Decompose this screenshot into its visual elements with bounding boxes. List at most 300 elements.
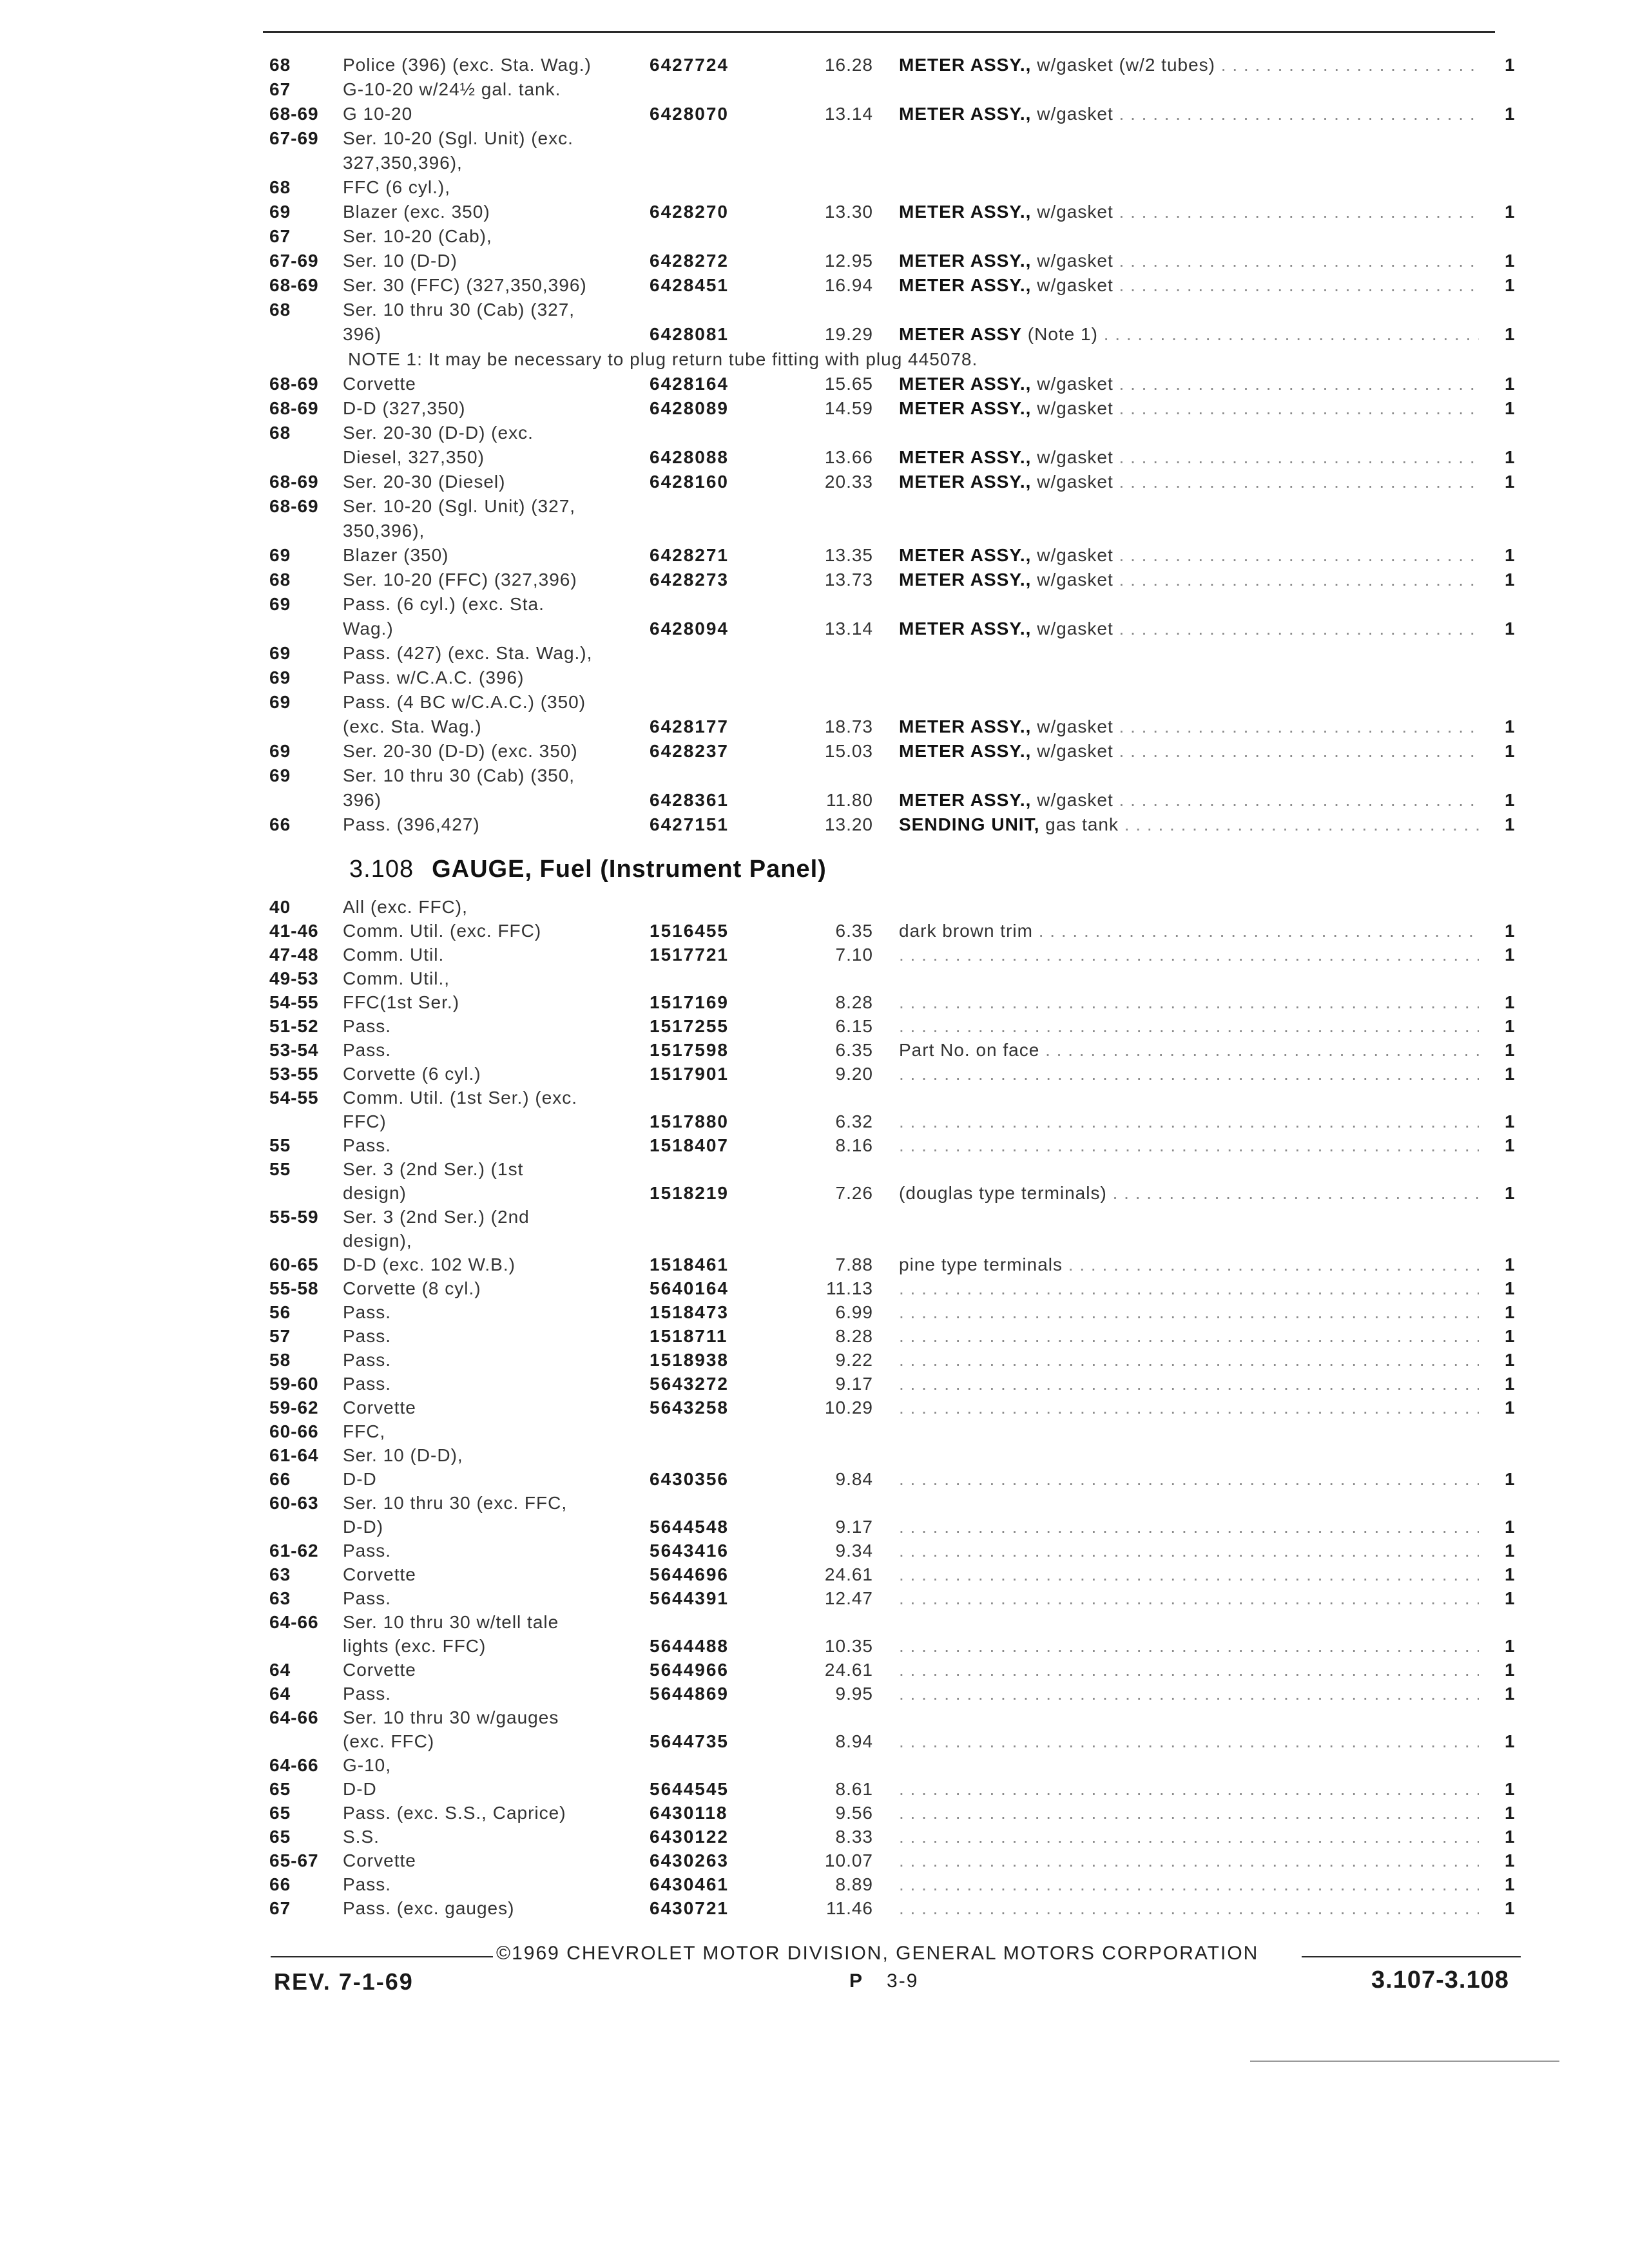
list-price: 7.88 [835,1254,873,1274]
description [899,1825,1479,1849]
model-years: 68 [269,300,291,320]
model-years: 54-55 [269,1088,319,1108]
quantity: 1 [1505,447,1515,467]
model-years: 65 [269,1779,291,1799]
table-row [0,1134,1629,1157]
table-row [0,1730,1629,1753]
model-years: 66 [269,1469,291,1489]
quantity: 1 [1505,814,1515,834]
table-row [0,1468,1629,1491]
description-type: METER ASSY [899,324,1022,344]
list-price: 13.20 [824,814,873,834]
description [899,1468,1479,1491]
model-years: 61-62 [269,1541,319,1561]
table-row [0,593,1629,616]
description [899,544,1479,567]
part-number: 5643272 [650,1374,729,1394]
quantity: 1 [1505,1183,1515,1203]
list-price: 9.34 [835,1541,873,1561]
application: 396) [343,324,382,344]
description [899,1515,1479,1539]
quantity: 1 [1505,398,1515,418]
description-type: METER ASSY., [899,55,1032,75]
description [899,470,1479,494]
quantity: 1 [1505,1874,1515,1894]
table-row [0,813,1629,836]
list-price: 6.99 [835,1302,873,1322]
description [899,200,1479,224]
table-row [0,372,1629,396]
list-price: 7.10 [835,945,873,965]
application: Pass. [343,1350,392,1370]
description [899,1039,1479,1062]
table-row [0,1897,1629,1920]
model-years: 57 [269,1326,291,1346]
list-price: 10.07 [824,1850,873,1870]
application: lights (exc. FFC) [343,1636,487,1656]
part-number: 6428177 [650,716,729,736]
list-price: 8.33 [835,1827,873,1847]
table-row [0,1492,1629,1515]
description-text: w/gasket [1031,374,1113,394]
list-price: 15.03 [824,741,873,761]
list-price: 9.95 [835,1684,873,1704]
part-number: 1518938 [650,1350,729,1370]
application: Pass. [343,1302,392,1322]
table-row [0,397,1629,420]
description-text: gas tank [1039,814,1119,834]
part-number: 1518473 [650,1302,729,1322]
description-text: w/gasket [1031,275,1113,295]
application: FFC, [343,1421,386,1441]
part-number: 5644696 [650,1564,729,1584]
application: Pass. [343,1588,392,1608]
application: Pass. (6 cyl.) (exc. Sta. [343,594,545,614]
table-row [0,102,1629,126]
section-title: GAUGE, Fuel (Instrument Panel) [432,856,827,883]
application: 350,396), [343,521,425,541]
model-years: 55-59 [269,1207,319,1227]
quantity: 1 [1505,55,1515,75]
description [899,1253,1479,1276]
table-row [0,151,1629,175]
list-price: 11.13 [826,1278,873,1298]
model-years: 65 [269,1827,291,1847]
quantity: 1 [1505,570,1515,590]
application: Corvette (6 cyl.) [343,1064,481,1084]
model-years: 60-65 [269,1254,319,1274]
description-type: METER ASSY., [899,741,1032,761]
list-price: 8.28 [835,992,873,1012]
quantity: 1 [1505,1254,1515,1274]
table-row [0,617,1629,640]
part-number: 6428270 [650,202,729,222]
part-number: 6428160 [650,472,729,492]
description-text: w/gasket (w/2 tubes) [1031,55,1216,75]
part-number: 5644391 [650,1588,729,1608]
table-row [0,1635,1629,1658]
application: Pass. (exc. gauges) [343,1898,515,1918]
quantity: 1 [1505,1541,1515,1561]
part-number: 6430263 [650,1850,729,1870]
description-text: (Note 1) [1022,324,1098,344]
model-years: 67-69 [269,128,319,148]
list-price: 6.35 [835,1040,873,1060]
model-years: 55-58 [269,1278,319,1298]
description [899,1658,1479,1682]
list-price: 8.61 [835,1779,873,1799]
table-row [0,519,1629,543]
quantity: 1 [1505,1398,1515,1418]
list-price: 24.61 [824,1660,873,1680]
quantity: 1 [1505,1111,1515,1131]
model-years: 61-64 [269,1445,319,1465]
model-years: 65 [269,1803,291,1823]
application: Ser. 3 (2nd Ser.) (1st [343,1159,524,1179]
table-row [0,715,1629,738]
model-years: 68-69 [269,374,319,394]
description [899,715,1479,738]
table-row [0,1396,1629,1419]
model-years: 68 [269,55,291,75]
model-years: 68 [269,423,291,443]
description [899,1778,1479,1801]
quantity: 1 [1505,374,1515,394]
quantity: 1 [1505,472,1515,492]
footer-page-number: 3-9 [887,1970,919,1992]
part-number: 1518711 [650,1326,728,1346]
part-number: 1518461 [650,1254,729,1274]
list-price: 9.84 [835,1469,873,1489]
application: Pass. [343,1874,392,1894]
table-row [0,764,1629,787]
footer-page [849,1970,918,1992]
part-number: 6428273 [650,570,729,590]
application: (exc. FFC) [343,1731,435,1751]
table-row [0,568,1629,591]
table-row [0,1444,1629,1467]
model-years: 51-52 [269,1016,319,1036]
application: G 10-20 [343,104,413,124]
footer-revision: REV. 7-1-69 [274,1968,414,1995]
description [899,1539,1479,1562]
list-price: 7.26 [835,1183,873,1203]
part-number: 6428088 [650,447,729,467]
description-text: w/gasket [1031,104,1113,124]
part-number: 5644869 [650,1684,729,1704]
model-years: 60-63 [269,1493,319,1513]
description-text: w/gasket [1031,570,1113,590]
model-years: 69 [269,765,291,785]
quantity: 1 [1505,251,1515,271]
top-rule [263,31,1495,33]
description [899,740,1479,763]
table-row [0,1015,1629,1038]
model-years: 63 [269,1564,291,1584]
application: Pass. (396,427) [343,814,480,834]
quantity: 1 [1505,1278,1515,1298]
part-number: 1517901 [650,1064,729,1084]
application: Corvette [343,1564,416,1584]
model-years: 49-53 [269,968,319,988]
quantity: 1 [1505,275,1515,295]
list-price: 13.14 [824,619,873,639]
part-number: 6430118 [650,1803,728,1823]
application: Pass. (exc. S.S., Caprice) [343,1803,566,1823]
quantity: 1 [1505,1850,1515,1870]
quantity: 1 [1505,1898,1515,1918]
table-row [0,495,1629,518]
description-text: pine type terminals [899,1254,1063,1274]
description [899,1563,1479,1586]
part-number: 5644735 [650,1731,729,1751]
quantity: 1 [1505,545,1515,565]
application: Ser. 10-20 (FFC) (327,396) [343,570,577,590]
table-row [0,1039,1629,1062]
application: Ser. 10 thru 30 w/gauges [343,1707,559,1727]
description-type: METER ASSY., [899,472,1032,492]
application: Ser. 10 thru 30 w/tell tale [343,1612,559,1632]
quantity: 1 [1505,1040,1515,1060]
description [899,446,1479,469]
model-years: 68 [269,570,291,590]
list-price: 16.94 [824,275,873,295]
table-row [0,1158,1629,1181]
table-row [0,919,1629,943]
description-type: SENDING UNIT, [899,814,1040,834]
list-price: 8.89 [835,1874,873,1894]
description [899,1802,1479,1825]
table-row [0,1563,1629,1586]
description [899,1682,1479,1706]
application: Comm. Util. (exc. FFC) [343,921,542,941]
model-years: 54-55 [269,992,319,1012]
application: (exc. Sta. Wag.) [343,716,482,736]
list-price: 13.14 [824,104,873,124]
description [899,1587,1479,1610]
model-years: 64-66 [269,1707,319,1727]
quantity: 1 [1505,1135,1515,1155]
model-years: 69 [269,545,291,565]
list-price: 12.47 [824,1588,873,1608]
description-text: w/gasket [1031,447,1113,467]
description [899,1730,1479,1753]
application: G-10, [343,1755,392,1775]
description [899,1182,1479,1205]
description-type: METER ASSY., [899,104,1032,124]
table-row [0,470,1629,494]
quantity: 1 [1505,1636,1515,1656]
section-heading [349,854,827,884]
description-type: METER ASSY., [899,619,1032,639]
list-price: 10.29 [824,1398,873,1418]
model-years: 56 [269,1302,291,1322]
part-number: 1517598 [650,1040,729,1060]
description [899,249,1479,273]
table-row [0,1206,1629,1229]
part-number: 6427724 [650,55,729,75]
model-years: 64 [269,1684,291,1704]
description [899,991,1479,1014]
application: Pass. w/C.A.C. (396) [343,668,525,687]
model-years: 69 [269,668,291,687]
description [899,1325,1479,1348]
application: Ser. 10-20 (Sgl. Unit) (exc. [343,128,574,148]
description [899,102,1479,126]
application: Pass. [343,1016,392,1036]
part-number: 6430721 [650,1898,729,1918]
model-years: 68 [269,177,291,197]
description-text: w/gasket [1031,202,1113,222]
part-number: 6430461 [650,1874,729,1894]
table-row [0,298,1629,322]
table-row [0,789,1629,812]
part-number: 1517169 [650,992,729,1012]
application: Corvette [343,1398,416,1418]
quantity: 1 [1505,1374,1515,1394]
application: Comm. Util. (1st Ser.) (exc. [343,1088,578,1108]
table-row [0,274,1629,297]
application: 396) [343,790,382,810]
model-years: 55 [269,1135,291,1155]
application: Pass. (427) (exc. Sta. Wag.), [343,643,593,663]
model-years: 63 [269,1588,291,1608]
part-number: 1518407 [650,1135,729,1155]
description-type: METER ASSY., [899,275,1032,295]
model-years: 60-66 [269,1421,319,1441]
quantity: 1 [1505,945,1515,965]
part-number: 6428081 [650,324,729,344]
application: Pass. [343,1374,392,1394]
part-number: 6428451 [650,275,729,295]
quantity: 1 [1505,741,1515,761]
description-text: w/gasket [1031,545,1113,565]
quantity: 1 [1505,921,1515,941]
application: Ser. 10 (D-D), [343,1445,463,1465]
application: D-D) [343,1517,384,1537]
application: Pass. [343,1326,392,1346]
description [899,1873,1479,1896]
application: Corvette [343,374,416,394]
table-row [0,1754,1629,1777]
table-row [0,1372,1629,1396]
description-type: METER ASSY., [899,545,1032,565]
model-years: 59-62 [269,1398,319,1418]
part-number: 5643258 [650,1398,729,1418]
description-type: METER ASSY., [899,447,1032,467]
application: Pass. [343,1541,392,1561]
part-number: 1517255 [650,1016,729,1036]
part-number: 1517880 [650,1111,729,1131]
list-price: 14.59 [824,398,873,418]
table-row [0,1539,1629,1562]
table-row [0,1086,1629,1110]
quantity: 1 [1505,992,1515,1012]
list-price: 8.94 [835,1731,873,1751]
model-years: 64-66 [269,1612,319,1632]
quantity: 1 [1505,1517,1515,1537]
part-number: 6428070 [650,104,729,124]
table-row [0,1182,1629,1205]
table-row [0,1825,1629,1849]
list-price: 9.17 [835,1517,873,1537]
description [899,1849,1479,1872]
quantity: 1 [1505,716,1515,736]
application: Ser. 20-30 (D-D) (exc. [343,423,534,443]
description-text: w/gasket [1031,790,1113,810]
list-price: 6.35 [835,921,873,941]
application: Pass. (4 BC w/C.A.C.) (350) [343,692,586,712]
application: Ser. 30 (FFC) (327,350,396) [343,275,587,295]
description-text: w/gasket [1031,398,1113,418]
part-number: 6428272 [650,251,729,271]
model-years: 53-54 [269,1040,319,1060]
model-years: 67-69 [269,251,319,271]
quantity: 1 [1505,1827,1515,1847]
application: FFC (6 cyl.), [343,177,450,197]
application: Wag.) [343,619,394,639]
table-row [0,1420,1629,1443]
description [899,1372,1479,1396]
list-price: 24.61 [824,1564,873,1584]
footer-rule-left [271,1956,493,1957]
model-years: 69 [269,643,291,663]
table-row [0,1611,1629,1634]
list-price: 8.28 [835,1326,873,1346]
description [899,323,1479,346]
model-years: 69 [269,202,291,222]
application: D-D [343,1779,377,1799]
quantity: 1 [1505,1588,1515,1608]
quantity: 1 [1505,1684,1515,1704]
model-years: 68-69 [269,398,319,418]
list-price: 6.32 [835,1111,873,1131]
table-row [0,53,1629,77]
application: Police (396) (exc. Sta. Wag.) [343,55,592,75]
list-price: 6.15 [835,1016,873,1036]
description-text: w/gasket [1031,472,1113,492]
model-years: 67 [269,1898,291,1918]
list-price: 13.66 [824,447,873,467]
model-years: 69 [269,594,291,614]
application: G-10-20 w/24½ gal. tank. [343,79,561,99]
description-text: w/gasket [1031,619,1113,639]
table-row [0,544,1629,567]
model-years: 67 [269,226,291,246]
table-row [0,200,1629,224]
part-number: 6428164 [650,374,729,394]
description-text: w/gasket [1031,741,1113,761]
list-price: 13.35 [824,545,873,565]
list-price: 9.20 [835,1064,873,1084]
application: Pass. [343,1040,392,1060]
list-price: 16.28 [824,55,873,75]
quantity: 1 [1505,1326,1515,1346]
model-years: 65-67 [269,1850,319,1870]
list-price: 15.65 [824,374,873,394]
part-number: 6428094 [650,619,729,639]
part-number: 1516455 [650,921,729,941]
application: Ser. 10-20 (Sgl. Unit) (327, [343,496,576,516]
table-row [0,1325,1629,1348]
table-row [0,1682,1629,1706]
application: design), [343,1231,412,1251]
quantity: 1 [1505,324,1515,344]
description-type: METER ASSY., [899,374,1032,394]
table-row [0,1253,1629,1276]
application: Ser. 10 thru 30 (exc. FFC, [343,1493,568,1513]
model-years: 40 [269,897,291,917]
